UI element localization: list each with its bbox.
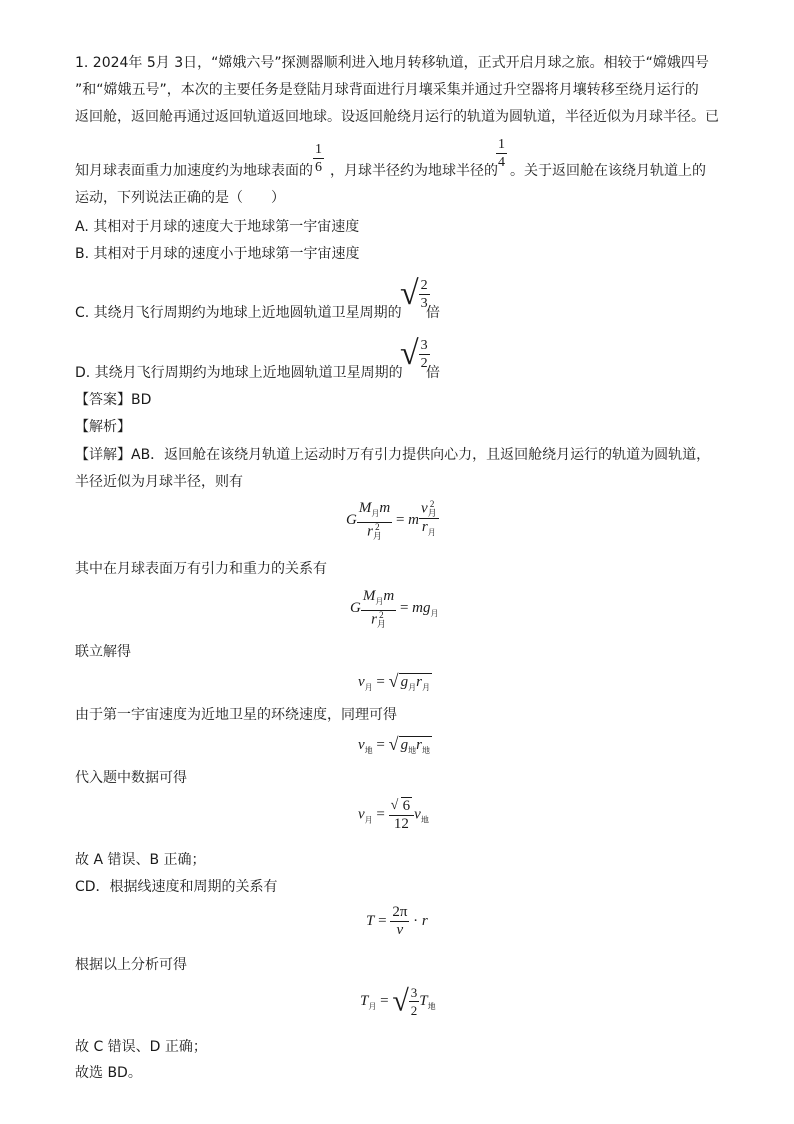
option-d-text: D. 其绕月飞行周期约为地球上近地圆轨道卫星周期的	[75, 365, 403, 381]
equation-gravity-weight: G $M_月m$ r 2 月 = $mg_月$	[350, 588, 439, 629]
question-line-5: 运动，下列说法正确的是（ ）	[75, 190, 285, 206]
option-c-text: C. 其绕月飞行周期约为地球上近地圆轨道卫星周期的	[75, 305, 402, 321]
text-cd: CD．根据线速度和周期的关系有	[75, 879, 278, 895]
text-surface: 其中在月球表面万有引力和重力的关系有	[75, 561, 327, 577]
text-substitute: 代入题中数据可得	[75, 770, 187, 786]
detail-label: 【详解】	[75, 447, 131, 463]
equation-period-ratio: $T_月$ = √ $\frac{3}{2}$ $T_地$	[360, 984, 436, 1018]
text-final: 故选 BD。	[75, 1065, 142, 1081]
equation-earth-velocity: $v_地$ = √ $g_地r_地$	[358, 734, 430, 755]
fraction-one-quarter: $\frac{1}{4}$	[498, 137, 505, 170]
text-conclusion-ab: 故 A 错误、B 正确；	[75, 852, 206, 868]
option-a: A. 其相对于月球的速度大于地球第一宇宙速度	[75, 219, 360, 235]
equation-velocity-ratio: $v_月$ = √ 6 12 $v_地$	[358, 798, 429, 832]
option-b: B. 其相对于月球的速度小于地球第一宇宙速度	[75, 246, 360, 262]
detail-line-2: 半径近似为月球半径，则有	[75, 474, 243, 490]
text-conclusion-cd: 故 C 错误、D 正确；	[75, 1039, 207, 1055]
detail-line-1: 【详解】AB．返回舱在该绕月轨道上运动时万有引力提供向心力，且返回舱绕月运行的轨道为圆轨道，	[75, 447, 711, 463]
fraction-one-sixth: $\frac{1}{6}$	[315, 142, 322, 175]
option-d-suffix: 倍	[426, 365, 440, 381]
equation-gravity-centripetal: G $M_月m$ r 2 月 = m v 2 月 $r_月$	[346, 499, 437, 541]
question-line-1: 1. 2024年 5月 3日，“嫦娥六号”探测器顺利进入地月转移轨道，正式开启月球之旅。相较于“嫦娥四号	[75, 55, 709, 71]
option-c-sqrt: √ $\frac{2}{3}$	[400, 275, 428, 312]
question-line-4-a: 知月球表面重力加速度约为地球表面的	[75, 163, 313, 179]
answer-value: BD	[131, 392, 152, 408]
option-c	[75, 304, 402, 322]
equation-period: T = $\frac{2\pi}{v}$ · r	[366, 904, 428, 938]
text-first-cosmic: 由于第一宇宙速度为近地卫星的环绕速度，同理可得	[75, 707, 397, 723]
answer-line	[75, 391, 151, 409]
option-d	[75, 364, 403, 382]
analysis-label: 【解析】	[75, 419, 131, 435]
question-line-2: ”和“嫦娥五号”，本次的主要任务是登陆月球背面进行月壤采集并通过升空器将月壤转移至绕月运行的	[75, 82, 699, 98]
option-c-suffix: 倍	[426, 305, 440, 321]
question-line-4-b: ，月球半径约为地球半径的	[330, 163, 498, 179]
question-line-4	[75, 162, 313, 180]
text-based: 根据以上分析可得	[75, 957, 187, 973]
equation-moon-velocity: $v_月$ = √ $g_月r_月$	[358, 671, 430, 692]
option-d-sqrt: √ $\frac{3}{2}$	[400, 335, 428, 372]
answer-label: 【答案】	[75, 392, 131, 408]
question-line-3: 返回舱，返回舱再通过返回轨道返回地球。设返回舱绕月运行的轨道为圆轨道，半径近似为月球半径。已	[75, 109, 719, 125]
question-line-4-c: 。关于返回舱在该绕月轨道上的	[510, 163, 706, 179]
text-solve: 联立解得	[75, 644, 131, 660]
